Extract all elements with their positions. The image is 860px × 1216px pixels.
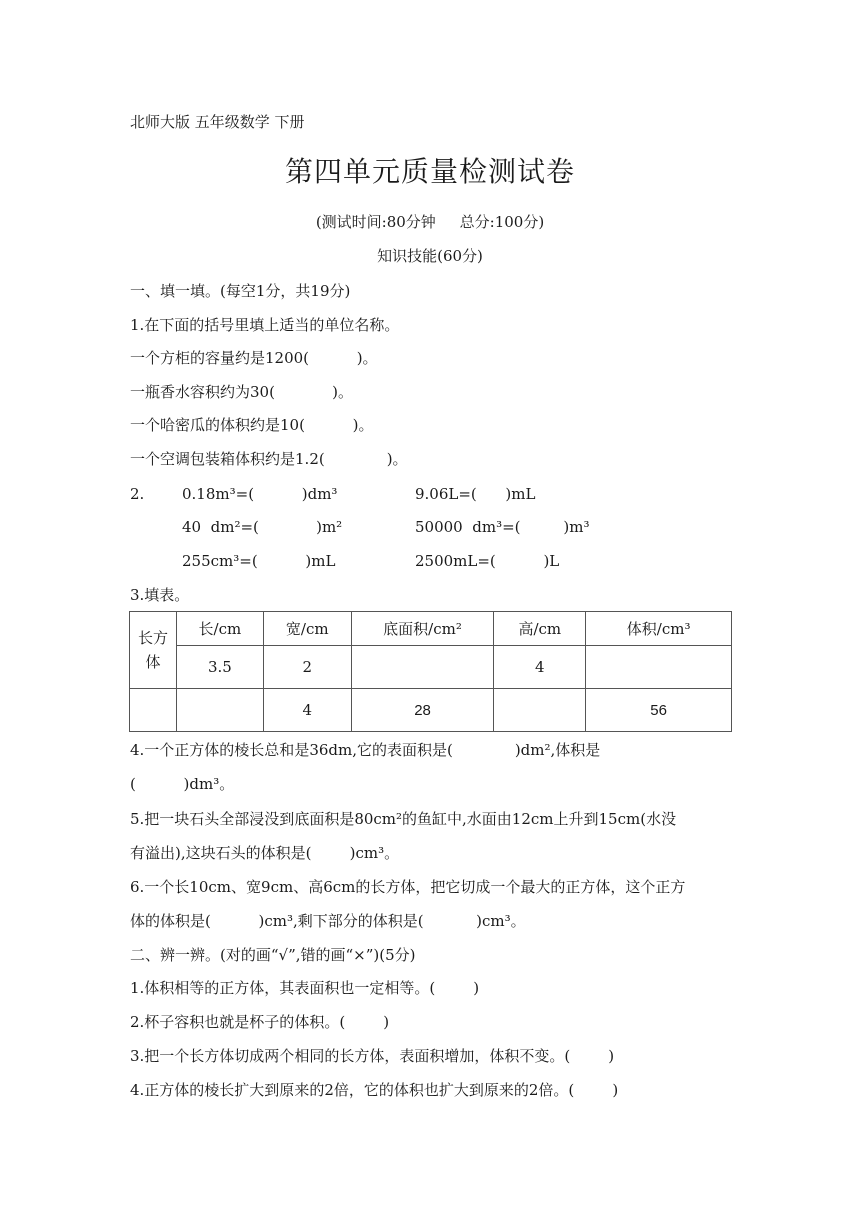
- table-cell: 2: [263, 646, 351, 689]
- q1-item: 一个哈密瓜的体积约是10( )。: [130, 416, 374, 434]
- cuboid-table: [129, 611, 732, 732]
- table-row-header: 长方 体: [130, 612, 177, 689]
- q2-number: 2.: [130, 485, 145, 503]
- table-header-cell: 底面积/cm²: [351, 612, 494, 646]
- q2-item: 2500mL=( )L: [415, 552, 560, 570]
- table-cell-empty: [130, 689, 177, 732]
- q2-item: 0.18m³=( )dm³: [182, 485, 338, 503]
- q2-item: 255cm³=( )mL: [182, 552, 336, 570]
- table-cell: 3.5: [176, 646, 263, 689]
- q5-line: 有溢出),这块石头的体积是( )cm³。: [130, 844, 400, 862]
- section-knowledge-skills: 知识技能(60分): [377, 247, 483, 265]
- table-cell: 4: [263, 689, 351, 732]
- q6-line: 体的体积是( )cm³,剩下部分的体积是( )cm³。: [130, 912, 526, 930]
- q5-line: 5.把一块石头全部浸没到底面积是80cm²的鱼缸中,水面由12cm上升到15cm(水没: [130, 810, 677, 828]
- table-header-cell: 宽/cm: [263, 612, 351, 646]
- table-cell[interactable]: [494, 689, 586, 732]
- table-cell[interactable]: [351, 646, 494, 689]
- q1-item: 一瓶香水容积约为30( )。: [130, 383, 354, 401]
- table-header-cell: 长/cm: [176, 612, 263, 646]
- q2-item: 50000 dm³=( )m³: [415, 518, 590, 536]
- q2-item: 9.06L=( )mL: [415, 485, 536, 503]
- q3-stem: 3.填表。: [130, 586, 190, 604]
- part1-heading: 一、填一填。(每空1分，共19分): [130, 282, 351, 300]
- table-cell[interactable]: [176, 689, 263, 732]
- q6-line: 6.一个长10cm、宽9cm、高6cm的长方体，把它切成一个最大的正方体，这个正方: [130, 878, 686, 896]
- table-cell[interactable]: [586, 646, 732, 689]
- q1-stem: 1.在下面的括号里填上适当的单位名称。: [130, 316, 400, 334]
- test-meta: (测试时间:80分钟 总分:100分): [315, 213, 545, 231]
- part2-heading: 二、辨一辨。(对的画“√”,错的画“×”)(5分): [130, 946, 416, 964]
- table-cell: 56: [586, 689, 732, 732]
- page-header: 北师大版 五年级数学 下册: [130, 113, 305, 131]
- q1-item: 一个空调包装箱体积约是1.2( )。: [130, 450, 408, 468]
- q2-item: 40 dm²=( )m²: [182, 518, 343, 536]
- table-header-cell: 高/cm: [494, 612, 586, 646]
- judge-item: 3.把一个长方体切成两个相同的长方体，表面积增加，体积不变。( ): [130, 1047, 615, 1065]
- judge-item: 2.杯子容积也就是杯子的体积。( ): [130, 1013, 390, 1031]
- table-cell: 4: [494, 646, 586, 689]
- table-header-cell: 体积/cm³: [586, 612, 732, 646]
- q4-line: ( )dm³。: [130, 775, 235, 793]
- page-title: 第四单元质量检测试卷: [284, 155, 575, 188]
- judge-item: 1.体积相等的正方体，其表面积也一定相等。( ): [130, 979, 480, 997]
- q4-line: 4.一个正方体的棱长总和是36dm,它的表面积是( )dm²,体积是: [130, 741, 601, 759]
- table-cell: 28: [351, 689, 494, 732]
- judge-item: 4.正方体的棱长扩大到原来的2倍，它的体积也扩大到原来的2倍。( ): [130, 1081, 619, 1099]
- q1-item: 一个方柜的容量约是1200( )。: [130, 349, 378, 367]
